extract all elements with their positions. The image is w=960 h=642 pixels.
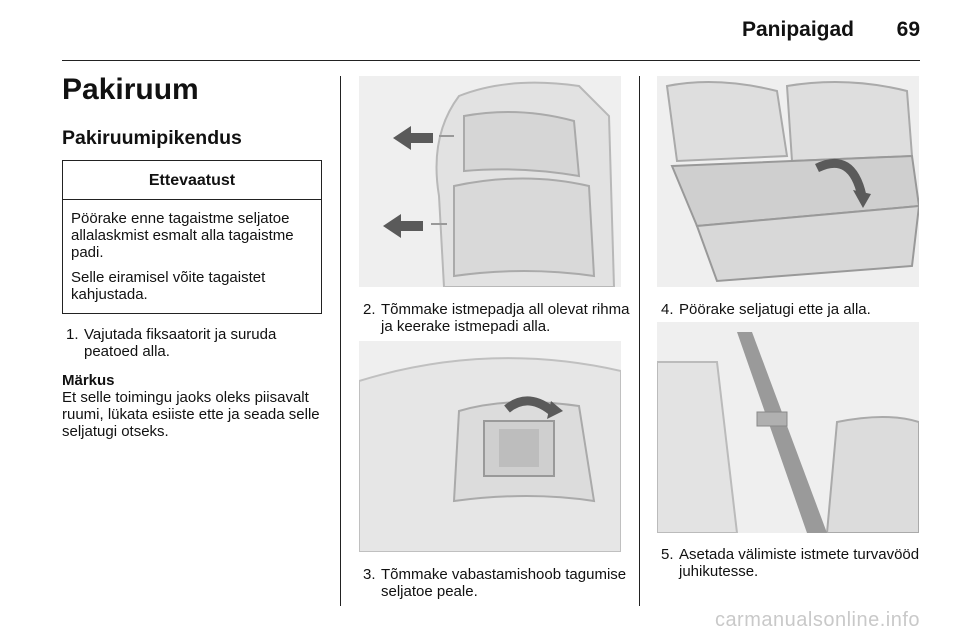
warning-box xyxy=(62,160,322,314)
section-title: Panipaigad xyxy=(741,18,854,41)
step-3 xyxy=(359,566,643,600)
step-1-number: 1. xyxy=(66,326,79,343)
step-2-text: Tõmmake istmepadja all olevat rihma ja keerake istmepadi alla. xyxy=(381,301,630,335)
left-column xyxy=(62,72,324,440)
section-subtitle: Pakiruumipikendus xyxy=(62,127,242,149)
step-1-text: Vajutada fiksaatorit ja suruda peatoed alla. xyxy=(84,326,277,360)
warning-body xyxy=(63,200,321,313)
step-5-number: 5. xyxy=(661,546,674,563)
step-3-text: Tõmmake vabastamishoob tagumise seljatoe peale. xyxy=(381,566,627,600)
figure-seatback-fold xyxy=(657,76,919,287)
warning-paragraph-1: Pöörake enne tagaistme seljatoe allalaskmist esmalt alla tagaistme padi. xyxy=(71,210,294,261)
step-1 xyxy=(62,326,324,360)
watermark: carmanualsonline.info xyxy=(714,609,920,631)
step-3-number: 3. xyxy=(363,566,376,583)
arrow-left-icon xyxy=(393,126,433,150)
page-number: 69 xyxy=(896,18,920,41)
figure-headrests xyxy=(359,76,621,287)
step-4-text: Pöörake seljatugi ette ja alla. xyxy=(679,301,871,318)
step-2 xyxy=(359,301,643,335)
page-title: Pakiruum xyxy=(62,73,199,106)
note-heading: Märkus xyxy=(62,372,115,389)
figure-seatbelt-guides xyxy=(657,322,919,533)
arrow-left-icon xyxy=(383,214,423,238)
column-divider-2 xyxy=(639,76,640,606)
step-5-text: Asetada välimiste istmete turvavööd juhikutesse. xyxy=(679,546,920,580)
step-4 xyxy=(657,301,941,318)
warning-paragraph-2: Selle eiramisel võite tagaistet kahjustada. xyxy=(71,269,266,303)
note-text: Et selle toimingu jaoks oleks piisavalt ruumi, lükata esiiste ette ja seada selle seljatugi otseks. xyxy=(62,389,320,440)
warning-title: Ettevaatust xyxy=(63,161,321,200)
step-2-number: 2. xyxy=(363,301,376,318)
step-4-number: 4. xyxy=(661,301,674,318)
figure-cushion-strap xyxy=(359,341,621,552)
header-rule xyxy=(62,60,920,61)
column-divider-1 xyxy=(340,76,341,606)
step-5 xyxy=(657,546,941,580)
page-header xyxy=(0,0,960,62)
